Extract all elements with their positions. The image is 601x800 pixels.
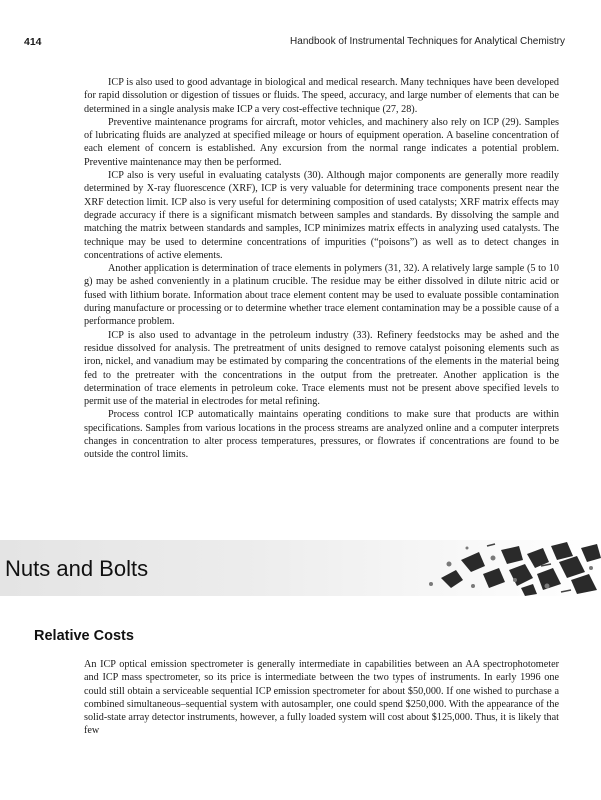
section-title: Nuts and Bolts xyxy=(5,556,149,581)
subsection-title: Relative Costs xyxy=(34,628,134,644)
running-title: Handbook of Instrumental Techniques for Analytical Chemistry xyxy=(290,36,565,47)
decorative-texture-icon xyxy=(401,540,601,596)
paragraph-catalysts: ICP also is very useful in evaluating catalysts (30). Although major components are generally more readily determined by X-ray fluorescence (XRF), ICP is very valuable for determining trace components present near the XRF detection limit. ICP also is very useful for determining composition of used catalysts; XRF matrix effects may degrade accuracy if there is a significant mismatch between samples and standards. By dissolving the sample and matching the matrix between standards and samples, ICP minimizes matrix effects in analyzing used catalysts. The technique may be used to determine concentrations of impurities (“poisons”) as well as to detect changes in concentrations of active elements. xyxy=(84,170,559,261)
body-text xyxy=(84,76,559,462)
paragraph-process-control: Process control ICP automatically maintains operating conditions to make sure that products are within specifications. Samples from various locations in the process streams are analyzed online and a computer interprets changes in concentration to alter process temperatures, pressures, or flowrates if concentrations are found to be outside the control limits. xyxy=(84,409,559,461)
running-head xyxy=(24,36,565,50)
section-heading-bar xyxy=(0,540,601,596)
paragraph-preventive-maintenance: Preventive maintenance programs for aircraft, motor vehicles, and machinery also rely on ICP (29). Samples of lubricating fluids are analyzed at specified mileage or hours of equipment operation. A baseline concentration of each element of concern is established. Any excursion from the normal range indicates a potential problem. Preventive maintenance may then be performed. xyxy=(84,116,559,168)
page-number: 414 xyxy=(24,36,42,48)
relative-costs-text xyxy=(84,658,559,738)
paragraph-relative-costs: An ICP optical emission spectrometer is generally intermediate in capabilities between an AA spectrophotometer and ICP mass spectrometer, so its price is intermediate between the two types of instruments. In early 1996 one could still obtain a serviceable sequential ICP emission spectrometer for about $50,000. If one wished to purchase a combined simultaneous–sequential system with autosampler, one could spend $250,000. With the appearance of the solid-state array detector instruments, however, a fully loaded system will cost about $125,000. Thus, it is likely that few xyxy=(84,659,559,737)
paragraph-petroleum: ICP is also used to advantage in the petroleum industry (33). Refinery feedstocks may be ashed and the residue dissolved for analysis. The pretreatment of units designed to remove catalyst poisoning elements such as iron, nickel, and vanadium may be estimated by comparing the concentrations of the elements in the material being fed to the pretreater with the concentrations in the output from the pretreater. Another application is the determination of trace elements in petroleum coke. Trace elements must not be present above specified levels to permit use of the material in electrodes for metal refining. xyxy=(84,329,559,408)
paragraph-biological-medical: ICP is also used to good advantage in biological and medical research. Many techniques have been developed for rapid dissolution or digestion of tissues or fluids. The speed, accuracy, and large number of elements that can be determined in a single analysis make ICP a very cost-effective technique (27, 28). xyxy=(84,77,559,115)
paragraph-polymers: Another application is determination of trace elements in polymers (31, 32). A relatively large sample (5 to 10 g) may be ashed conveniently in a platinum crucible. The residue may be either dissolved in dilute nitric acid or fused with lithium borate. Information about trace element content may be used to evaluate possible contamination during manufacture or processing or to determine whether trace element contamination may be a possible cause of a performance problem. xyxy=(84,263,559,328)
